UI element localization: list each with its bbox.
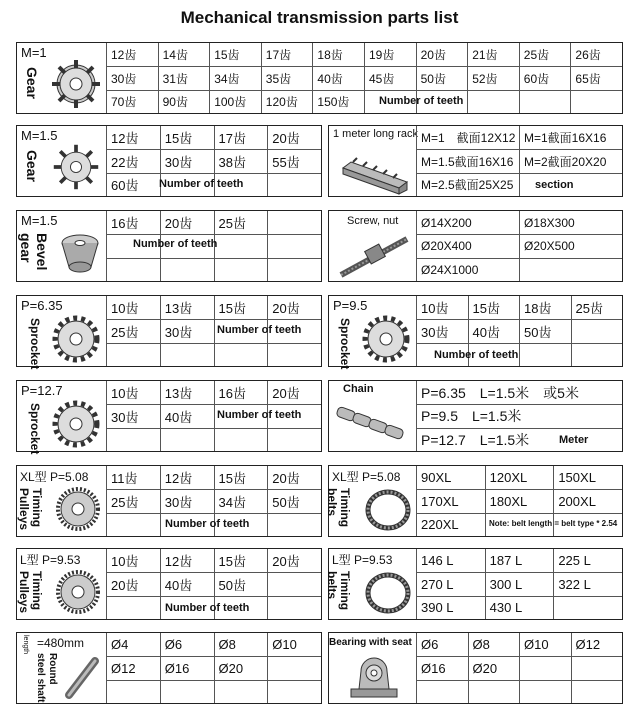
card-belt-l [325, 548, 623, 620]
part-name: Sprocket [28, 403, 42, 455]
rack-table [416, 126, 622, 196]
teeth-note: Number of teeth [217, 409, 302, 421]
table-cell: 30齿 [416, 319, 468, 342]
table-cell: 30齿 [160, 149, 214, 172]
table-cell: 15齿 [209, 43, 261, 66]
table-cell: Ø4 [106, 633, 160, 656]
card-chain [328, 380, 623, 452]
table-cell: 12齿 [106, 126, 160, 149]
table-cell [519, 90, 571, 113]
table-cell: 34齿 [209, 66, 261, 89]
table-cell: 220XL [416, 513, 485, 536]
table-cell: 38齿 [214, 149, 268, 172]
part-name-1: Bevel [34, 233, 50, 271]
card-gear-m15 [16, 125, 322, 197]
sprocket-icon [361, 314, 411, 364]
teeth-note: Number of teeth [165, 518, 250, 530]
table-cell: Ø20 [214, 656, 268, 679]
table-cell [106, 513, 160, 536]
table-cell: 12齿 [160, 466, 214, 489]
part-name-1: Timing [30, 571, 44, 611]
part-name-2: gear [18, 233, 34, 263]
table-cell [267, 513, 321, 536]
pulley-image-cell [17, 466, 107, 536]
table-cell: 45齿 [364, 66, 416, 89]
table-cell [214, 258, 268, 281]
table-cell: M=2截面20X20 [519, 149, 622, 172]
sprocket-icon [51, 399, 101, 449]
table-cell [214, 428, 268, 451]
section-note: section [535, 179, 574, 191]
card-sprocket-127 [16, 380, 322, 455]
teeth-note: Number of teeth [165, 602, 250, 614]
table-cell: 13齿 [160, 381, 214, 404]
table-cell: 40齿 [468, 319, 520, 342]
table-cell: 300 L [485, 572, 554, 595]
table-cell: 322 L [553, 572, 622, 595]
table-cell: 30齿 [106, 66, 158, 89]
table-cell: Ø8 [214, 633, 268, 656]
table-cell [267, 428, 321, 451]
sprocket-image-cell [329, 296, 417, 370]
table-cell: 25齿 [571, 296, 623, 319]
table-cell [160, 258, 214, 281]
shaft-icon [61, 655, 101, 701]
card-round-shaft [16, 632, 322, 704]
table-cell [267, 680, 321, 703]
table-cell: 18齿 [519, 296, 571, 319]
table-cell [570, 90, 622, 113]
chain-label: Chain [343, 383, 374, 395]
table-cell: Ø14X200 [416, 211, 519, 234]
table-cell: Ø16 [160, 656, 214, 679]
part-name-2: steel shaft [35, 653, 46, 703]
type-label: XL型 P=5.08 [332, 470, 401, 484]
table-cell [519, 258, 622, 281]
table-cell: 10齿 [106, 381, 160, 404]
table-cell: 16齿 [106, 211, 160, 234]
belt-l-table [416, 549, 622, 619]
table-cell: 21齿 [467, 43, 519, 66]
table-cell: 31齿 [158, 66, 210, 89]
table-cell: Ø24X1000 [416, 258, 519, 281]
type-label: XL型 P=5.08 [20, 470, 89, 484]
table-cell: 60齿 [106, 173, 160, 196]
table-cell: 12齿 [106, 43, 158, 66]
table-cell: Ø6 [416, 633, 468, 656]
table-cell: 30齿 [106, 404, 160, 427]
gear-icon [51, 142, 101, 192]
table-cell [519, 680, 571, 703]
rack-label: 1 meter long rack [333, 128, 418, 140]
part-name-1: Timing [338, 571, 352, 611]
table-cell [571, 680, 623, 703]
table-cell: M=1 截面12X12 [416, 126, 519, 149]
gear-image-cell [17, 126, 107, 196]
table-cell [160, 680, 214, 703]
table-cell [106, 596, 160, 619]
table-cell [571, 343, 623, 366]
table-cell: Ø12 [106, 656, 160, 679]
table-cell: P=12.7 L=1.5米 [416, 428, 622, 451]
table-cell: 30齿 [160, 489, 214, 512]
table-cell [214, 680, 268, 703]
table-cell: 146 L [416, 549, 485, 572]
table-cell: 25齿 [214, 211, 268, 234]
sprocket-image-cell [17, 296, 107, 370]
shaft-table [106, 633, 321, 703]
pitch-label: P=9.5 [333, 298, 368, 313]
table-cell: 50齿 [267, 489, 321, 512]
sprocket-icon [51, 314, 101, 364]
bearing-table [416, 633, 622, 703]
card-pulley-l [16, 548, 322, 620]
table-cell [519, 343, 571, 366]
table-cell [267, 211, 321, 234]
table-cell: 50齿 [214, 572, 268, 595]
table-cell: Ø8 [468, 633, 520, 656]
length-side-label: length [22, 635, 29, 655]
part-name: Gear [24, 67, 40, 99]
table-cell: 40齿 [312, 66, 364, 89]
table-cell: 25齿 [106, 319, 160, 342]
table-cell: Ø20X500 [519, 234, 622, 257]
table-cell: 35齿 [261, 66, 313, 89]
table-cell: 52齿 [467, 66, 519, 89]
table-cell: 90齿 [158, 90, 210, 113]
table-cell: 70齿 [106, 90, 158, 113]
page-title: Mechanical transmission parts list [180, 8, 459, 27]
module-label: M=1.5 [21, 128, 58, 143]
teeth-note: Number of teeth [159, 178, 244, 190]
table-cell: 34齿 [214, 489, 268, 512]
table-cell: M=1.5截面16X16 [416, 149, 519, 172]
table-cell: 120XL [485, 466, 554, 489]
card-gear-m1 [16, 42, 623, 114]
table-cell: 22齿 [106, 149, 160, 172]
table-cell: Ø10 [267, 633, 321, 656]
bearing-icon [347, 655, 401, 701]
gear-m1-table [106, 43, 622, 113]
part-name-2: belts [325, 488, 339, 517]
table-cell [267, 173, 321, 196]
table-cell [416, 680, 468, 703]
table-cell [267, 656, 321, 679]
part-name-1: Timing [338, 488, 352, 528]
table-cell: 187 L [485, 549, 554, 572]
table-cell [106, 428, 160, 451]
part-name-2: Pulleys [17, 571, 31, 614]
gear-icon [49, 57, 103, 111]
table-cell: 170XL [416, 489, 485, 512]
table-cell: 200XL [553, 489, 622, 512]
part-name: Gear [24, 150, 40, 182]
table-cell: 12齿 [160, 549, 214, 572]
bevel-gear-icon [57, 229, 103, 279]
table-cell: 60齿 [519, 66, 571, 89]
pitch-label: P=12.7 [21, 383, 63, 398]
card-belt-xl [325, 465, 623, 537]
table-cell: 40齿 [160, 404, 214, 427]
teeth-note: Number of teeth [133, 238, 218, 250]
table-cell: 11齿 [106, 466, 160, 489]
card-pulley-xl [16, 465, 322, 537]
table-cell: 20齿 [267, 381, 321, 404]
pulley-icon [53, 567, 103, 617]
part-name-1: Round [47, 653, 58, 685]
table-cell: 180XL [485, 489, 554, 512]
table-cell: 18齿 [312, 43, 364, 66]
belt-image-cell [325, 549, 417, 619]
pitch-label: P=6.35 [21, 298, 63, 313]
table-cell: 10齿 [106, 549, 160, 572]
table-cell: 30齿 [160, 319, 214, 342]
table-cell: 50齿 [416, 66, 468, 89]
table-cell: 16齿 [214, 381, 268, 404]
table-cell: Ø16 [416, 656, 468, 679]
table-cell: 20齿 [267, 126, 321, 149]
table-cell [267, 596, 321, 619]
table-cell: 17齿 [214, 126, 268, 149]
gear-image-cell [17, 43, 107, 113]
table-cell: 17齿 [261, 43, 313, 66]
table-cell: 225 L [553, 549, 622, 572]
table-cell [106, 680, 160, 703]
table-cell [267, 234, 321, 257]
type-label: L型 P=9.53 [332, 553, 393, 567]
screw-label: Screw, nut [347, 215, 399, 227]
table-cell: Ø20 [468, 656, 520, 679]
table-cell: 25齿 [106, 489, 160, 512]
teeth-note: Number of teeth [434, 349, 519, 361]
table-cell: 270 L [416, 572, 485, 595]
table-cell: M=1截面16X16 [519, 126, 622, 149]
table-cell: 25齿 [519, 43, 571, 66]
table-cell: 20齿 [267, 549, 321, 572]
screw-icon [337, 233, 411, 279]
pulley-icon [53, 484, 103, 534]
table-cell: 90XL [416, 466, 485, 489]
table-cell: 50齿 [519, 319, 571, 342]
bevel-image-cell [17, 211, 107, 281]
table-cell [571, 656, 623, 679]
belt-image-cell [325, 466, 417, 536]
part-name-2: Pulleys [17, 488, 31, 531]
table-cell: 20齿 [106, 572, 160, 595]
card-bearing [328, 632, 623, 704]
table-cell: 15齿 [214, 296, 268, 319]
table-cell: 15齿 [160, 126, 214, 149]
module-label: M=1 [21, 45, 47, 60]
table-cell: 150齿 [312, 90, 364, 113]
table-cell: P=9.5 L=1.5米 [416, 404, 622, 427]
table-cell: Ø20X400 [416, 234, 519, 257]
card-sprocket-95 [328, 295, 623, 370]
table-cell: Ø6 [160, 633, 214, 656]
rack-image-cell [329, 126, 417, 196]
table-cell [160, 343, 214, 366]
table-cell: 100齿 [209, 90, 261, 113]
table-cell: 390 L [416, 596, 485, 619]
table-cell [160, 428, 214, 451]
table-cell: 65齿 [570, 66, 622, 89]
table-cell: 20齿 [267, 296, 321, 319]
table-cell: 26齿 [570, 43, 622, 66]
table-cell: 13齿 [160, 296, 214, 319]
length-label: =480mm [37, 636, 85, 650]
belt-icon [363, 486, 413, 534]
table-cell [468, 680, 520, 703]
table-cell [571, 319, 623, 342]
chain-image-cell [329, 381, 417, 451]
table-cell: 430 L [485, 596, 554, 619]
table-cell [553, 596, 622, 619]
table-cell: 20齿 [267, 466, 321, 489]
card-rack [328, 125, 623, 197]
part-name: Sprocket [28, 318, 42, 370]
pulley-image-cell [17, 549, 107, 619]
table-cell [106, 343, 160, 366]
table-cell: 14齿 [158, 43, 210, 66]
table-cell: 55齿 [267, 149, 321, 172]
part-name: Sprocket [338, 318, 352, 370]
belt-length-note: Note: belt length = belt type * 2.54 [489, 519, 618, 528]
table-cell: M=2.5截面25X25 [416, 173, 519, 196]
bearing-label: Bearing with seat [329, 637, 412, 648]
bearing-image-cell [329, 633, 417, 703]
table-cell: 20齿 [160, 211, 214, 234]
type-label: L型 P=9.53 [20, 553, 81, 567]
table-cell: 19齿 [364, 43, 416, 66]
table-cell [267, 572, 321, 595]
part-name-2: belts [325, 571, 339, 600]
module-label: M=1.5 [21, 213, 58, 228]
chain-icon [333, 399, 413, 449]
table-cell: 10齿 [106, 296, 160, 319]
table-cell: 20齿 [416, 43, 468, 66]
table-cell: P=6.35 L=1.5米 或5米 [416, 381, 622, 404]
table-cell: 15齿 [468, 296, 520, 319]
teeth-note: Number of teeth [217, 324, 302, 336]
teeth-note: Number of teeth [379, 95, 464, 107]
table-cell [267, 343, 321, 366]
card-bevel-gear [16, 210, 322, 282]
table-cell [214, 234, 268, 257]
table-cell: Ø18X300 [519, 211, 622, 234]
part-name-1: Timing [30, 488, 44, 528]
table-cell [519, 656, 571, 679]
shaft-image-cell [17, 633, 107, 703]
table-cell [106, 258, 160, 281]
table-cell [267, 258, 321, 281]
sprocket-image-cell [17, 381, 107, 455]
table-cell: 10齿 [416, 296, 468, 319]
table-cell: 40齿 [160, 572, 214, 595]
table-cell [214, 343, 268, 366]
table-cell: 15齿 [214, 466, 268, 489]
table-cell: 15齿 [214, 549, 268, 572]
table-cell [467, 90, 519, 113]
meter-note: Meter [559, 434, 589, 446]
table-cell: Ø10 [519, 633, 571, 656]
rack-icon [339, 148, 411, 194]
belt-icon [363, 569, 413, 617]
card-screw-nut [328, 210, 623, 282]
card-sprocket-635 [16, 295, 322, 370]
table-cell: 120齿 [261, 90, 313, 113]
screw-table [416, 211, 622, 281]
chain-table [416, 381, 622, 451]
table-cell: 150XL [553, 466, 622, 489]
table-cell: Ø12 [571, 633, 623, 656]
screw-image-cell [329, 211, 417, 281]
